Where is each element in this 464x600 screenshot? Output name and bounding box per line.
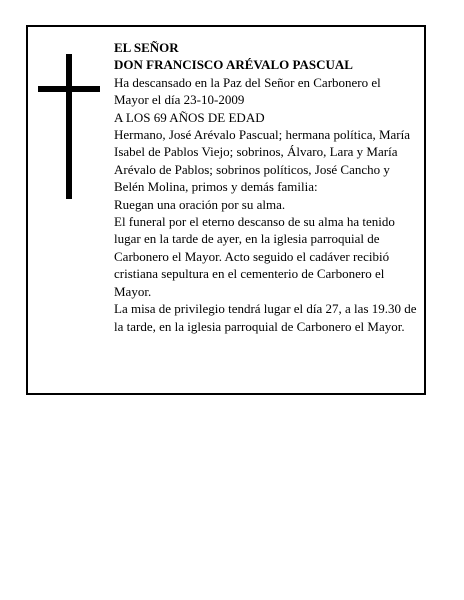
family-list: Hermano, José Arévalo Pascual; hermana política, María Isabel de Pablos Viejo; sobrinos, Álvaro, Lara y María Arévalo de Pablos; sobrinos políticos, José Cancho y Belén Molina, primos y demás familia: (114, 127, 411, 195)
cross-icon (38, 54, 100, 199)
notice-title: EL SEÑOR (114, 40, 179, 55)
mass-info: La misa de privilegio tendrá lugar el día 27, a las 19.30 de la tarde, en la iglesia parroquial de Carbonero el Mayor. (114, 301, 417, 334)
obituary-notice (26, 25, 426, 395)
deceased-name: DON FRANCISCO ARÉVALO PASCUAL (114, 57, 353, 73)
death-announcement: Ha descansado en la Paz del Señor en Carbonero el Mayor el día 23-10-2009 (114, 74, 381, 108)
prayer-request: Ruegan una oración por su alma. (114, 196, 286, 212)
cross-vertical-bar (66, 54, 72, 199)
notice-text (114, 39, 418, 335)
funeral-info: El funeral por el eterno descanso de su alma ha tenido lugar en la tarde de ayer, en la iglesia parroquial de Carbonero el Mayor. Acto seguido el cadáver recibió cristiana sepultura en el cementerio de Carbonero el Mayor. (114, 214, 395, 299)
cross-horizontal-bar (38, 86, 100, 92)
age-line: A LOS 69 AÑOS DE EDAD (114, 109, 265, 125)
